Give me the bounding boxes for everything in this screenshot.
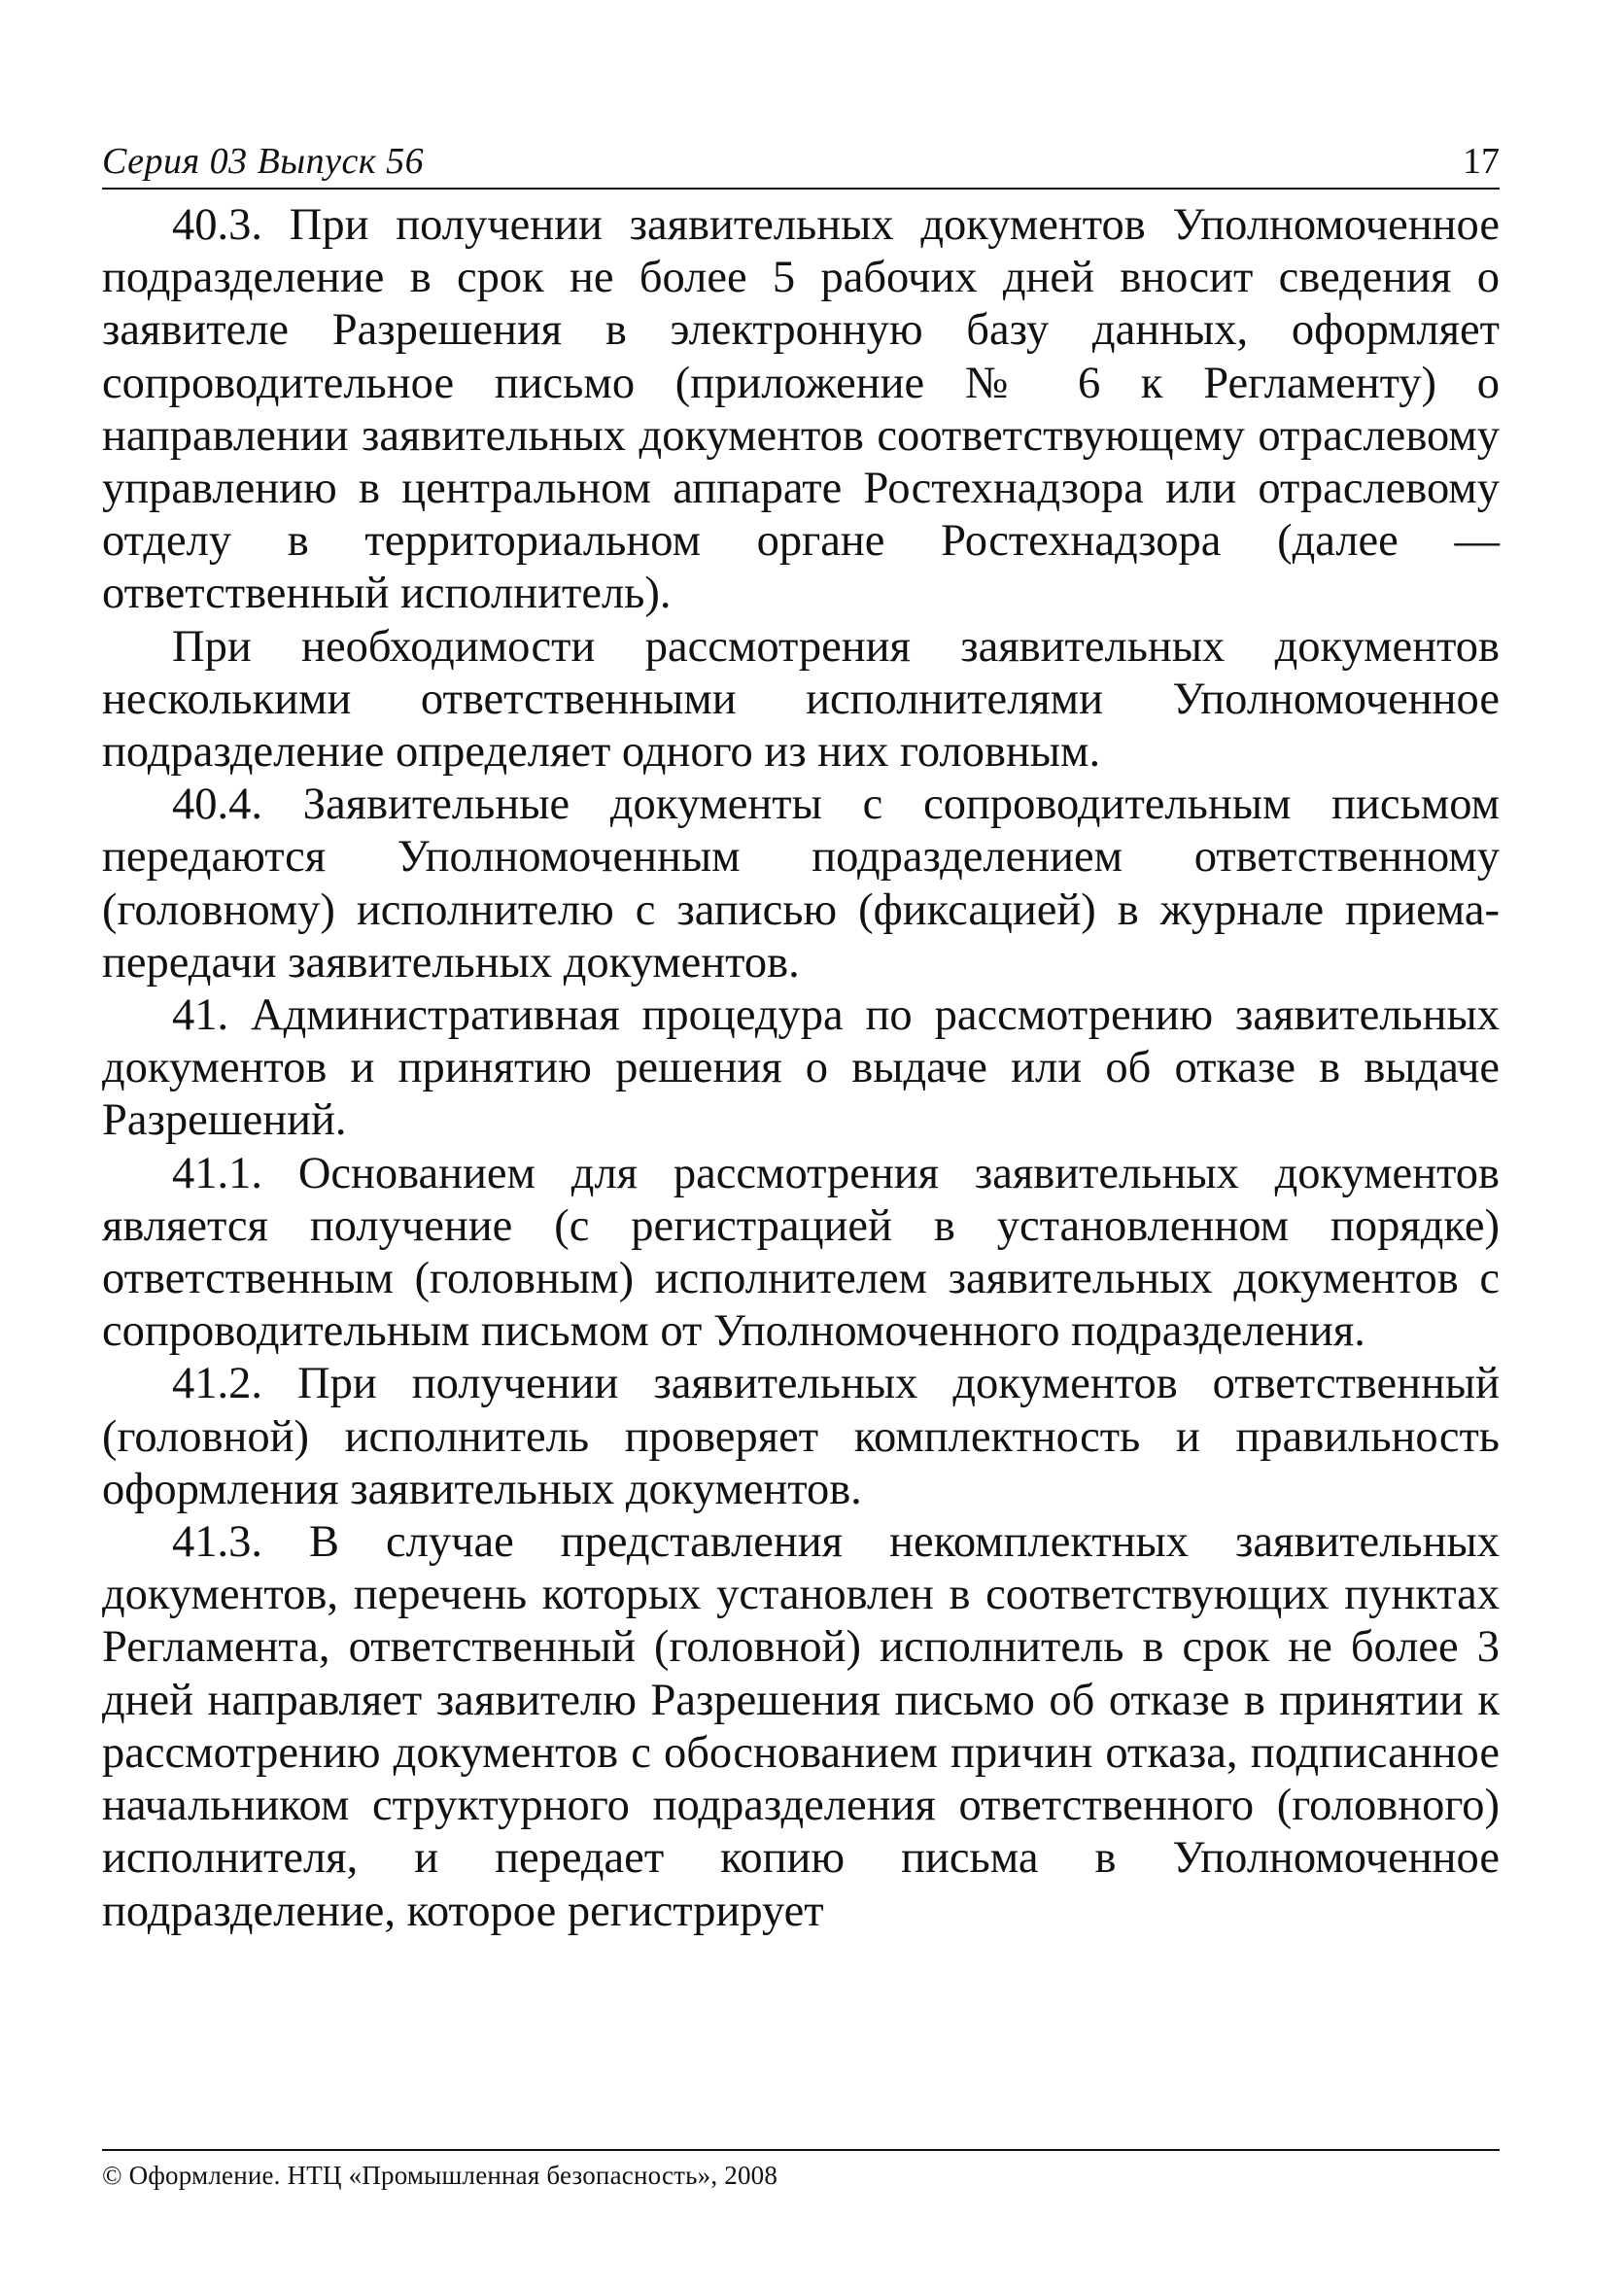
paragraph-40-3-continued: При необходимости рассмотрения заявительных документов несколькими ответственными исполнителями Уполномоченное подразделение определяет одного из них головным. bbox=[102, 621, 1500, 778]
paragraph-41-1: 41.1. Основанием для рассмотрения заявительных документов является получение (с регистрацией в установленном порядке) ответственным (головным) исполнителем заявительных документов с сопроводительным письмом от Уполномоченного подразделения. bbox=[102, 1148, 1500, 1357]
paragraph-41-2: 41.2. При получении заявительных документов ответственный (головной) исполнитель проверяет комплектность и правильность оформления заявительных документов. bbox=[102, 1359, 1500, 1514]
copyright-footer: © Оформление. НТЦ «Промышленная безопасность», 2008 bbox=[102, 2161, 778, 2190]
paragraph-40-3: 40.3. При получении заявительных документов Уполномоченное подразделение в срок не более 5 рабочих дней вносит сведения о заявителе Разрешения в электронную базу данных, оформляет сопроводительное письмо (приложение № 6 к Регламенту) о направлении заявительных документов соответствующему отраслевому управлению в центральном аппарате Ростехнадзора или отраслевому отделу в территориальном органе Ростехнадзора (далее — ответственный исполнитель). bbox=[102, 200, 1500, 619]
paragraph-41-3: 41.3. В случае представления некомплектных заявительных документов, перечень которых установлен в соответствующих пунктах Регламента, ответственный (головной) исполнитель в срок не более 3 дней направляет заявителю Разрешения письмо об отказе в принятии к рассмотрению документов с обоснованием причин отказа, подписанное начальником структурного подразделения ответственного (головного) исполнителя, и передает копию письма в Уполномоченное подразделение, которое регистрирует bbox=[102, 1517, 1500, 1936]
header-divider bbox=[102, 188, 1500, 190]
running-header bbox=[102, 138, 1500, 189]
body-text bbox=[102, 199, 1500, 1938]
footer-divider bbox=[102, 2149, 1500, 2151]
page-number: 17 bbox=[1463, 141, 1500, 182]
series-issue-label: Серия 03 Выпуск 56 bbox=[102, 141, 425, 182]
paragraph-41: 41. Административная процедура по рассмотрению заявительных документов и принятию решения о выдаче или об отказе в выдаче Разрешений. bbox=[102, 990, 1500, 1146]
paragraph-40-4: 40.4. Заявительные документы с сопроводительным письмом передаются Уполномоченным подразделением ответственному (головному) исполнителю с записью (фиксацией) в журнале приема-передачи заявительных документов. bbox=[102, 780, 1500, 988]
